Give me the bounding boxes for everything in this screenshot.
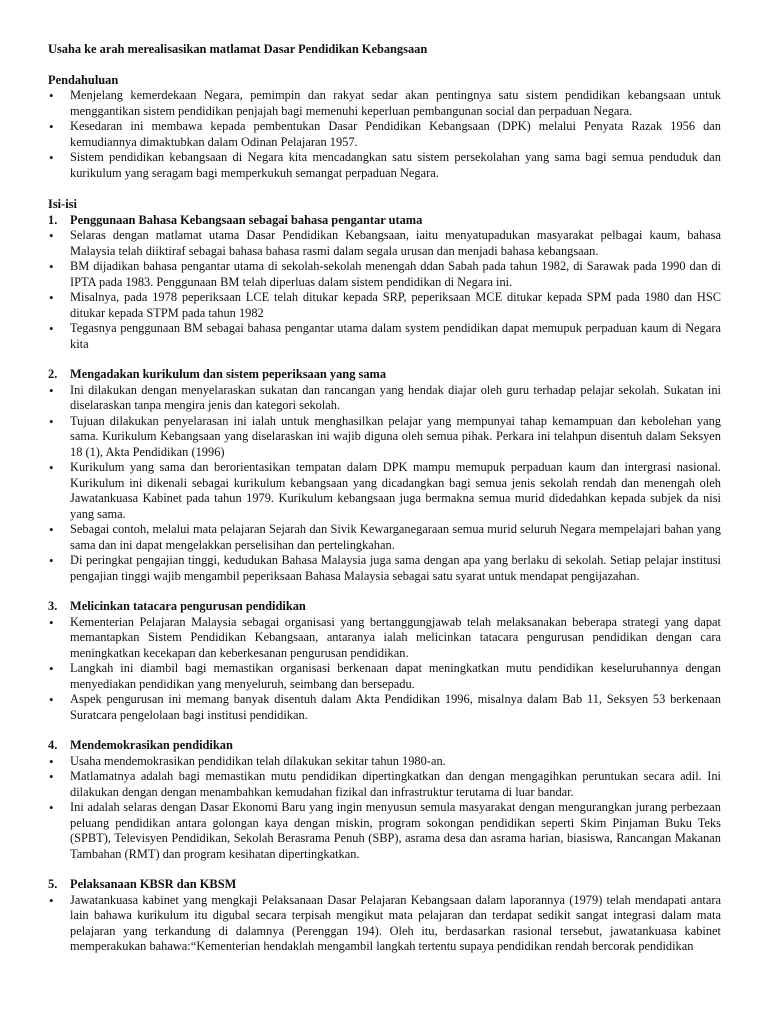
point-heading — [48, 213, 721, 229]
main-points-heading: Isi-isi — [48, 197, 77, 211]
point-heading — [48, 367, 721, 383]
point-bullet: • Langkah ini diambil bagi memastikan organisasi berkenaan dapat meningkatkan mutu pendidikan keseluruhannya dengan menyediakan pendidikan yang menyeluruh, seimbang dan bersepadu. — [48, 661, 721, 692]
point-bullet: • Kurikulum yang sama dan berorientasikan tempatan dalam DPK mampu memupuk perpaduan kaum dan intergrasi nasional. Kurikulum ini dikenali sebagai kurikulum kebangsaan yang dicadangkan bagi semua jenis sekolah rendah dan menengah oleh Jawatankuasa Kabinet pada tahun 1979. Kurikulum kebangsaan juga bermakna semua murid didedahkan kepada subjek da nisi yang sama. — [48, 460, 721, 522]
point-title: Mendemokrasikan pendidikan — [70, 738, 233, 752]
introduction-bullet: • Kesedaran ini membawa kepada pembentukan Dasar Pendidikan Kebangsaan (DPK) melalui Penyata Razak 1956 dan kemudiannya dimaktubkan dalam Odinan Pelajaran 1957. — [48, 119, 721, 150]
point-bullet: • Ini adalah selaras dengan Dasar Ekonomi Baru yang ingin menyusun semula masyarakat dengan mengurangkan jurang perbezaan peluang pendidikan antara golongan kaya dengan miskin, program sokongan pendidikan seperti Skim Pinjaman Buku Teks (SPBT), Televisyen Pendidikan, Sekolah Berasrama Penuh (SBP), asrama desa dan asrama harian, biasiswa, Rancangan Makanan Tambahan (RMT) dan program kesihatan dipertingkatkan. — [48, 800, 721, 862]
point-section-2 — [48, 367, 721, 584]
point-bullet: • Tujuan dilakukan penyelarasan ini ialah untuk menghasilkan pelajar yang mempunyai tahap kemampuan dan kebolehan yang sama. Kurikulum Kebangsaan yang diselaraskan ini wajib diguna oleh semua pihak. Perkara ini telahpun disentuh dalam Seksyen 18 (1), Akta Pendidikan (1996) — [48, 414, 721, 461]
point-bullet: • Sebagai contoh, melalui mata pelajaran Sejarah dan Sivik Kewarganegaraan semua murid seluruh Negara mempelajari bahan yang sama dan ini dapat mengelakkan perselisihan dan pertelingkahan. — [48, 522, 721, 553]
point-number: 4. — [48, 738, 58, 752]
point-title: Mengadakan kurikulum dan sistem peperiksaan yang sama — [70, 367, 387, 381]
point-bullet: • Selaras dengan matlamat utama Dasar Pendidikan Kebangsaan, iaitu menyatupadukan masyarakat pelbagai kaum, bahasa Malaysia telah diiktiraf sebagai bahasa bahasa rasmi dalam segala urusan dan menjadi bahasa kebangsaan. — [48, 228, 721, 259]
point-bullet: • Aspek pengurusan ini memang banyak disentuh dalam Akta Pendidikan 1996, misalnya dalam Bab 11, Seksyen 53 berkenaan Suratcara pengelolaan bagi institusi pendidikan. — [48, 692, 721, 723]
point-number: 1. — [48, 212, 58, 227]
point-list — [48, 615, 721, 724]
point-bullet: • Ini dilakukan dengan menyelaraskan sukatan dan rancangan yang hendak diajar oleh guru terhadap pelajar sekolah. Sukatan ini diselaraskan tanpa mengira jenis dan kategori sekolah. — [48, 383, 721, 414]
introduction-heading: Pendahuluan — [48, 72, 119, 87]
point-heading — [48, 738, 721, 754]
point-list — [48, 754, 721, 863]
document-title: Usaha ke arah merealisasikan matlamat Dasar Pendidikan Kebangsaan — [48, 42, 428, 56]
introduction-bullet: • Menjelang kemerdekaan Negara, pemimpin dan rakyat sedar akan pentingnya satu sistem pendidikan kebangsaan untuk menggantikan sistem pendidikan penjajah bagi memenuhi keperluan pembangunan social dan perpaduan Negara. — [48, 88, 721, 119]
point-list — [48, 383, 721, 585]
introduction-list — [48, 88, 721, 181]
point-title: Melicinkan tatacara pengurusan pendidikan — [70, 599, 306, 613]
point-bullet: • BM dijadikan bahasa pengantar utama di sekolah-sekolah menengah ddan Sabah pada tahun 1982, di Sarawak pada 1990 dan di IPTA pada 1983. Penggunaan BM telah diperluas dalam sistem pendidikan di Negara ini. — [48, 259, 721, 290]
point-title: Penggunaan Bahasa Kebangsaan sebagai bahasa pengantar utama — [70, 212, 423, 227]
point-number: 5. — [48, 877, 58, 891]
point-section-5 — [48, 877, 721, 955]
introduction-section — [48, 73, 721, 182]
point-bullet: • Misalnya, pada 1978 peperiksaan LCE telah ditukar kepada SRP, peperiksaan MCE ditukar kepada SPM pada 1980 dan HSC ditukar kepada STPM pada tahun 1982 — [48, 290, 721, 321]
point-list — [48, 228, 721, 352]
point-number: 2. — [48, 367, 58, 381]
point-bullet: • Jawatankuasa kabinet yang mengkaji Pelaksanaan Dasar Pelajaran Kebangsaan dalam laporannya (1979) telah mendapati antara lain bahawa kurikulum itu digubal secara terpisah mengikut mata pelajaran dan terdapat sedikit sangat integrasi dalam mata pelajaran yang terkandung di dalamnya (Perenggan 194). Oleh itu, berdasarkan rasional tersebut, jawatankuasa kabinet memperakukan bahawa:“Kementerian hendaklah mengambil langkah tertentu supaya pendidikan rendah bercorak pendidikan — [48, 893, 721, 955]
point-bullet: • Usaha mendemokrasikan pendidikan telah dilakukan sekitar tahun 1980-an. — [48, 754, 721, 770]
introduction-bullet: • Sistem pendidikan kebangsaan di Negara kita mencadangkan satu sistem persekolahan yang sama bagi semua penduduk dan kurikulum yang seragam bagi memperkukuh semangat perpaduan Negara. — [48, 150, 721, 181]
point-bullet: • Di peringkat pengajian tinggi, kedudukan Bahasa Malaysia juga sama dengan apa yang berlaku di sekolah. Setiap pelajar institusi pengajian tinggi wajib mengambil peperiksaan Bahasa Malaysia sebagai satu syarat untuk mendapat pengijazahan. — [48, 553, 721, 584]
point-heading — [48, 599, 721, 615]
point-bullet: • Kementerian Pelajaran Malaysia sebagai organisasi yang bertanggungjawab telah melaksanakan beberapa strategi yang dapat memantapkan Sistem Pendidikan Kebangsaan, antaranya ialah melicinkan tatacara pengurusan pendidikan dengan cara meningkatkan kecekapan dan keberkesanan pengurusan pendidikan. — [48, 615, 721, 662]
point-number: 3. — [48, 599, 58, 613]
point-bullet: • Tegasnya penggunaan BM sebagai bahasa pengantar utama dalam system pendidikan dapat memupuk perpaduan kaum di Negara kita — [48, 321, 721, 352]
point-heading — [48, 877, 721, 893]
main-points-section — [48, 197, 721, 955]
point-section-1 — [48, 213, 721, 353]
point-section-3 — [48, 599, 721, 723]
point-bullet: • Matlamatnya adalah bagi memastikan mutu pendidikan dipertingkatkan dan dengan mengagihkan peruntukan secara adil. Ini dilakukan dengan dengan menambahkan kemudahan fizikal dan infrastruktur terutama di luar bandar. — [48, 769, 721, 800]
point-list — [48, 893, 721, 955]
point-title: Pelaksanaan KBSR dan KBSM — [70, 877, 237, 891]
point-section-4 — [48, 738, 721, 862]
